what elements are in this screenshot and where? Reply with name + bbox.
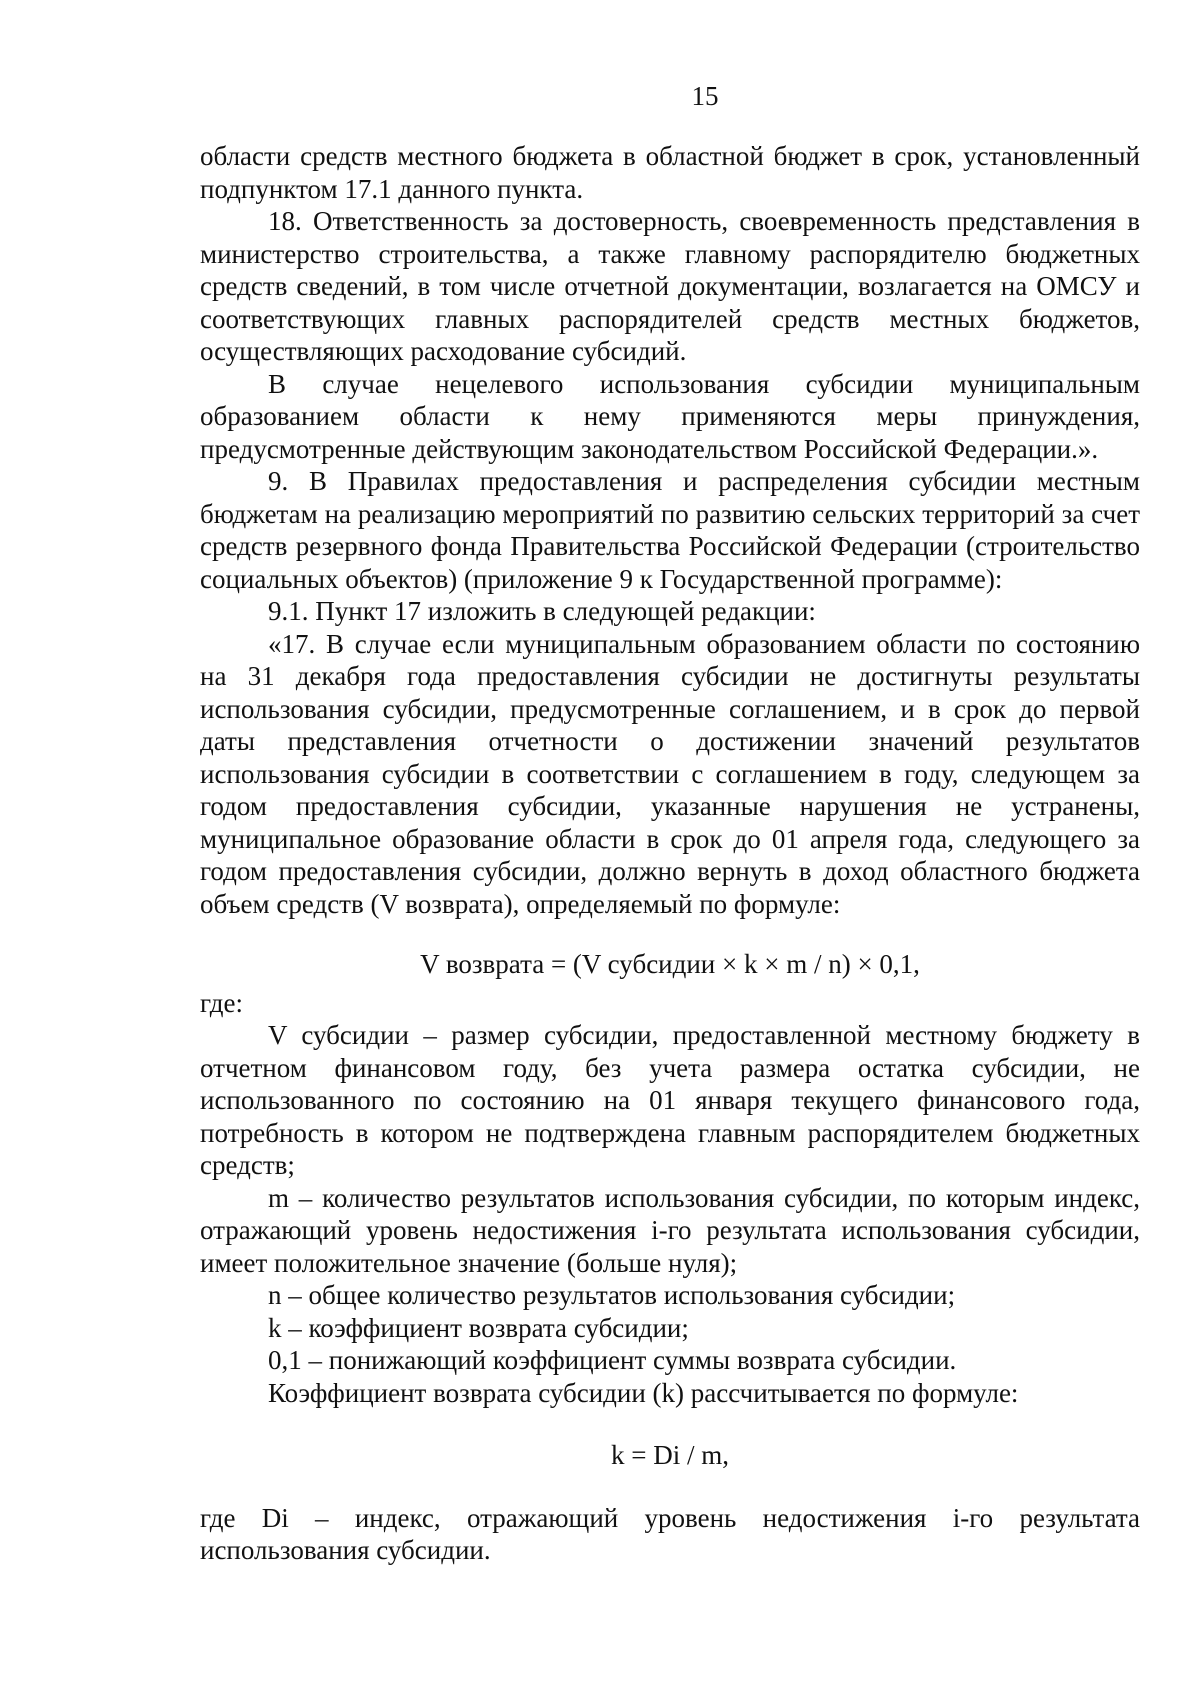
definition-di: где Di – индекс, отражающий уровень недостижения i-го результата использования субсидии. xyxy=(200,1502,1140,1565)
paragraph-k-formula-intro: Коэффициент возврата субсидии (k) рассчитывается по формуле: xyxy=(268,1377,1019,1408)
paragraph-item-17: «17. В случае если муниципальным образованием области по состоянию на 31 декабря года предоставления субсидии не достигнуты результаты использования субсидии, предусмотренные соглашением, и в срок до первой даты представления отчетности о достижении значений результатов использования субсидии в соответствии с соглашением в году, следующем за годом предоставления субсидии, указанные нарушения не устранены, муниципальное образование области в срок до 01 апреля года, следующего за годом предоставления субсидии, должно вернуть в доход областного бюджета объем средств (V возврата), определяемый по формуле: xyxy=(200,628,1140,919)
paragraph-where: где: xyxy=(200,987,243,1018)
paragraph-item-9: 9. В Правилах предоставления и распределения субсидии местным бюджетам на реализацию мероприятий по развитию сельских территорий за счет средств резервного фонда Правительства Российской Федерации (строительство социальных объектов) (приложение 9 к Государственной программе): xyxy=(200,466,1140,594)
page-number: 15 xyxy=(691,81,719,111)
definition-n: n – общее количество результатов использования субсидии; xyxy=(268,1280,956,1310)
paragraph-continuation: области средств местного бюджета в областной бюджет в срок, установленный подпунктом 17.1 данного пункта. xyxy=(200,141,1140,204)
definition-m: m – количество результатов использования субсидии, по которым индекс, отражающий уровень недостижения i-го результата использования субсидии, имеет положительное значение (больше нуля); xyxy=(200,1182,1140,1278)
paragraph-item-18: 18. Ответственность за достоверность, своевременность представления в министерство строительства, а также главному распорядителю бюджетных средств сведений, в том числе отчетной документации, возлагается на ОМСУ и соответствующих главных распорядителей средств местных бюджетов, осуществляющих расходование субсидий. xyxy=(200,206,1140,366)
definition-v-subsidy: V субсидии – размер субсидии, предоставленной местному бюджету в отчетном финансовом году, без учета размера остатка субсидии, не использованного по состоянию на 01 января текущего финансового года, потребность в котором не подтверждена главным распорядителем бюджетных средств; xyxy=(200,1020,1140,1180)
formula-k: k = Di / m, xyxy=(611,1440,729,1470)
formula-v-return: V возврата = (V субсидии × k × m / n) × 0,1, xyxy=(420,949,920,979)
paragraph-misuse: В случае нецелевого использования субсидии муниципальным образованием области к нему применяются меры принуждения, предусмотренные действующим законодательством Российской Федерации.». xyxy=(200,368,1140,464)
paragraph-item-9-1: 9.1. Пункт 17 изложить в следующей редакции: xyxy=(268,596,816,626)
document-body xyxy=(200,140,1140,1567)
definition-k: k – коэффициент возврата субсидии; xyxy=(268,1312,689,1343)
definition-coefficient: 0,1 – понижающий коэффициент суммы возврата субсидии. xyxy=(268,1345,957,1375)
